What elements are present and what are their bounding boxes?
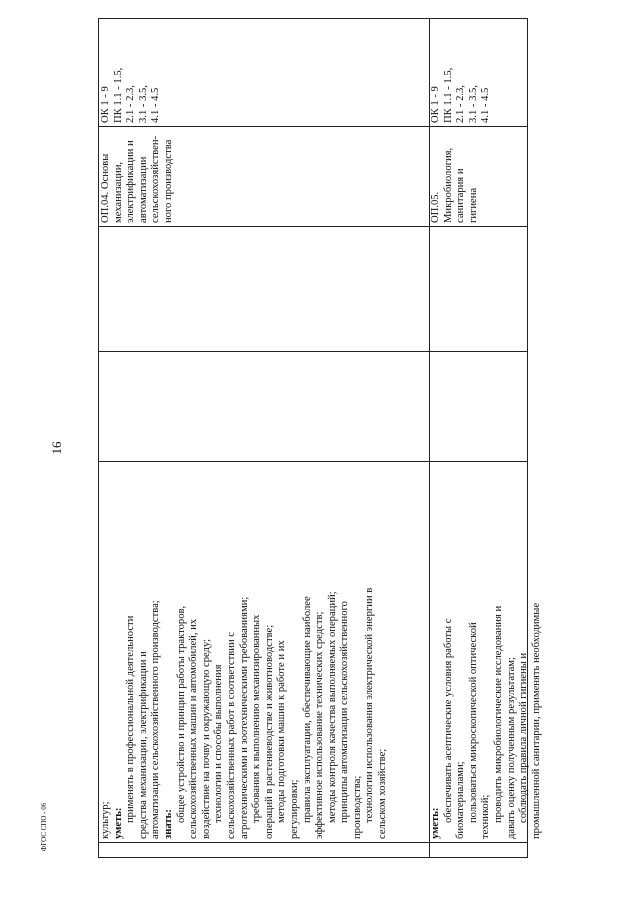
- text-line: давать оценку полученным результатам;: [505, 657, 517, 839]
- text-line: пользоваться микроскопической оптической: [467, 622, 479, 823]
- text-line: сельскохозяйственных машин и автомобилей, их: [188, 618, 200, 839]
- row1-competencies-text: [99, 462, 429, 843]
- text-line: проводить микробиологические исследования и: [492, 605, 504, 823]
- rotated-table: [98, 18, 542, 858]
- text-line: техникой;: [480, 794, 492, 839]
- row2-competencies-text: [429, 462, 542, 843]
- text-line: методы подготовки машин к работе и их: [276, 640, 288, 823]
- code-line: 3.1 - 3.5,: [467, 85, 479, 123]
- text-line: знать:: [162, 809, 174, 839]
- text-line: операций в растениеводстве и животноводстве;: [263, 624, 275, 839]
- text-line: промышленной санитарии, применять необходимые: [530, 602, 542, 839]
- text-line: технологии и способы выполнения: [213, 664, 225, 823]
- text-line: эффективное использование технических средств;: [314, 611, 326, 839]
- code-line: 2.1 - 2.3,: [455, 85, 467, 123]
- text-line: технологии использования электрической энергии в: [364, 587, 376, 823]
- text-line: сельском хозяйстве;: [377, 748, 389, 839]
- code-line: ОК 1 - 9: [430, 86, 441, 123]
- text-line: соблюдать правила личной гигиены и: [518, 652, 530, 823]
- text-line: принципы автоматизации сельскохозяйственного: [339, 601, 351, 823]
- row1-codes: [99, 17, 429, 127]
- code-line: 4.1 - 4.5: [480, 87, 492, 123]
- col-line-3: [99, 351, 527, 352]
- text-line: сельскохозяйственных работ в соответствии с: [225, 632, 237, 839]
- text-line: культур;: [100, 801, 111, 839]
- text-line: производства;: [351, 775, 363, 839]
- text-line: методы контроля качества выполняемых операций;: [326, 591, 338, 823]
- text-line: требования к выполнению механизированных: [251, 614, 263, 823]
- page-number: 16: [49, 441, 64, 455]
- text-line: биоматериалами;: [455, 761, 467, 839]
- code-line: ПК 1.1 - 1.5,: [112, 67, 124, 123]
- text-line: уметь:: [430, 807, 441, 839]
- text-line: уметь:: [112, 807, 124, 839]
- text-line: воздействие на почву и окружающую среду;: [200, 638, 212, 839]
- code-line: 4.1 - 4.5: [150, 87, 162, 123]
- text-line: обеспечивать асептические условия работы с: [442, 618, 454, 823]
- row2-discipline: ОП.05. Микробиология, санитария и гигиена: [430, 147, 479, 223]
- text-line: правила эксплуатации, обеспечивающие наиболее: [301, 596, 313, 823]
- code-line: 3.1 - 3.5,: [137, 85, 149, 123]
- text-line: средства механизации, электрификации и: [137, 651, 149, 839]
- code-line: 2.1 - 2.3,: [125, 85, 137, 123]
- footer-code: ФГОС СПО - 06: [40, 802, 48, 852]
- code-line: ОК 1 - 9: [100, 86, 111, 123]
- text-line: агротехническими и зоотехническими требованиями;: [238, 596, 250, 839]
- text-line: регулировки;: [288, 779, 300, 839]
- code-line: ПК 1.1 - 1.5,: [442, 67, 454, 123]
- text-line: применять в профессиональной деятельности: [125, 615, 137, 823]
- row1-discipline: ОП.04. Основы механизации, электрификации и автоматизации сельскохозяйствен-ного производства: [100, 135, 174, 223]
- table-region: [98, 18, 542, 858]
- row2-codes: [429, 17, 529, 127]
- competency-table: [98, 18, 542, 858]
- text-line: общее устройство и принцип работы тракторов,: [175, 605, 187, 823]
- text-line: автоматизации сельскохозяйственного производства;: [150, 600, 162, 839]
